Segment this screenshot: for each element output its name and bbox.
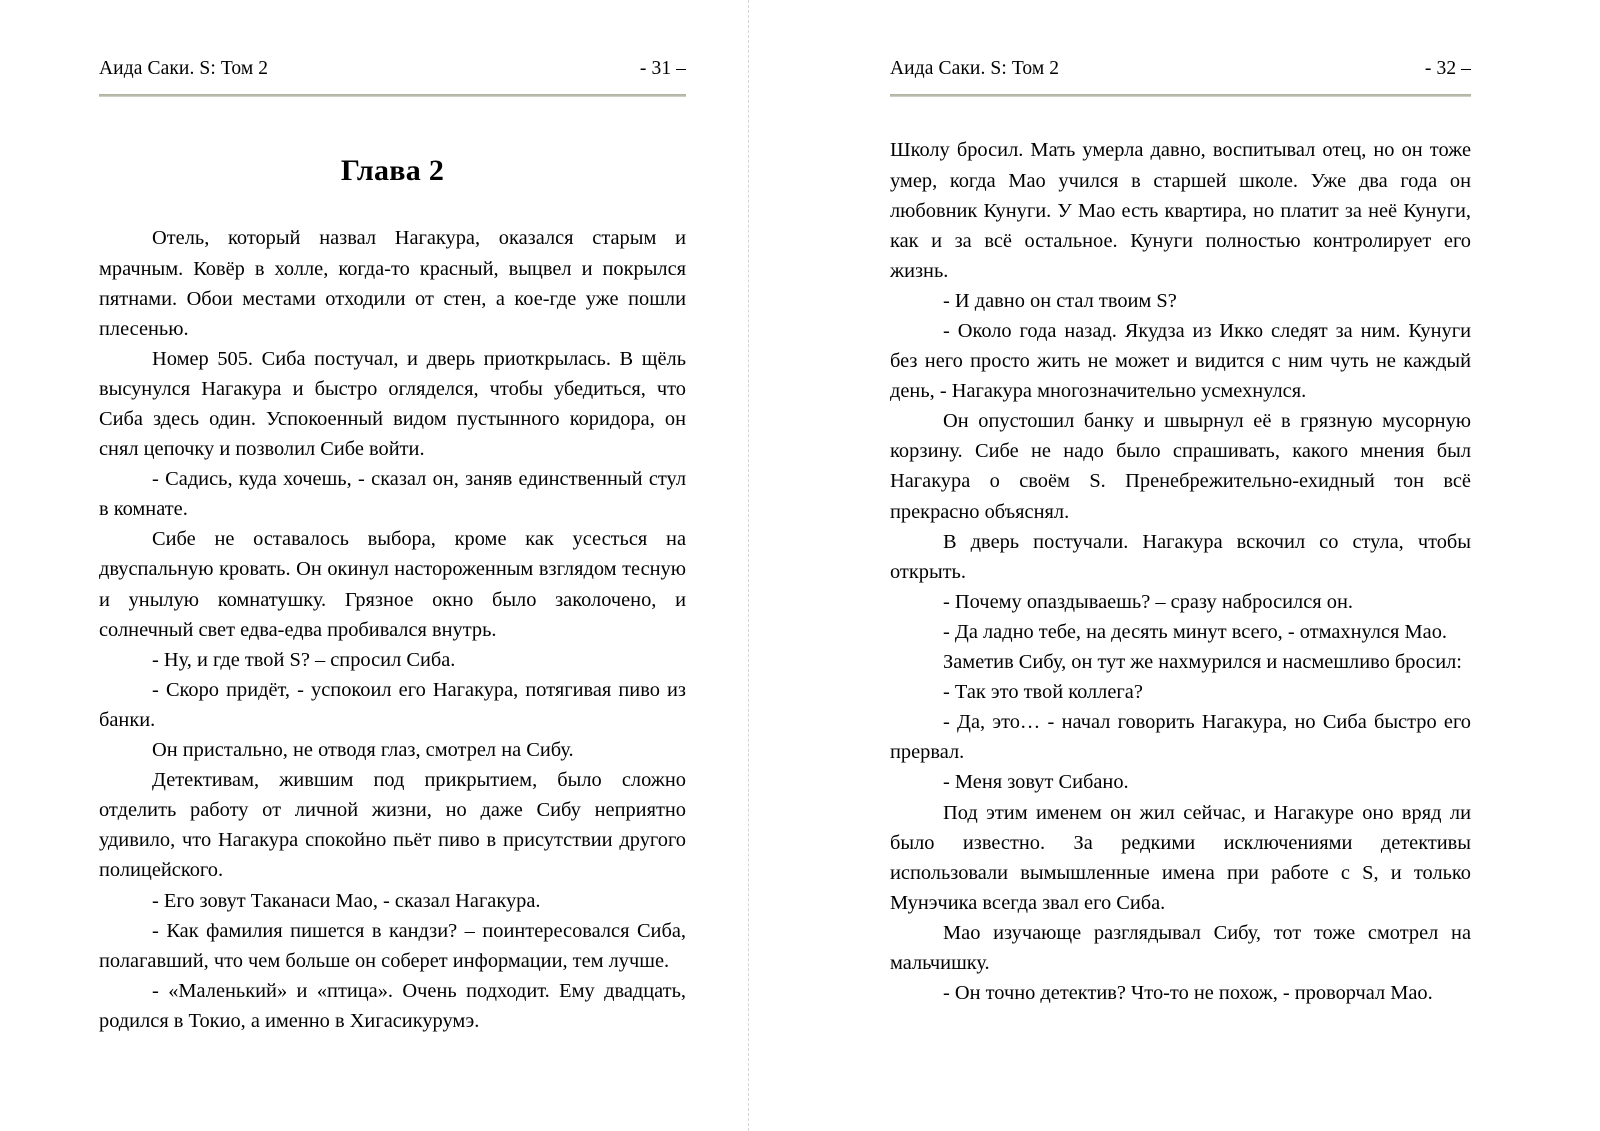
paragraph: - Так это твой коллега? xyxy=(943,681,1143,704)
chapter-title: Глава 2 xyxy=(340,154,445,188)
paragraph: В дверь постучали. Нагакура вскочил со стула, чтобы открыть. xyxy=(890,530,1471,583)
running-head-left xyxy=(99,58,686,79)
paragraph: Заметив Сибу, он тут же нахмурился и насмешливо бросил: xyxy=(943,651,1462,674)
running-head-right xyxy=(890,58,1471,79)
paragraph: Мао изучающе разглядывал Сибу, тот тоже смотрел на мальчишку. xyxy=(890,921,1471,974)
page-number: - 31 – xyxy=(639,58,686,79)
body-text-left xyxy=(99,223,686,1036)
paragraph: - Почему опаздываешь? – сразу набросился он. xyxy=(943,590,1353,613)
header-rule-right xyxy=(890,94,1471,97)
page-right xyxy=(800,0,1600,1131)
paragraph: Номер 505. Сиба постучал, и дверь приоткрылась. В щёль высунулся Нагакура и быстро огляделся, чтобы убедиться, что Сиба здесь один. Успокоенный видом пустынного коридора, он снял цепочку и позволил Сибе войти. xyxy=(99,347,686,461)
paragraph: - Да, это… - начал говорить Нагакура, но Сиба быстро его прервал. xyxy=(890,711,1471,764)
page-left-content xyxy=(99,58,686,1036)
paragraph: - И давно он стал твоим S? xyxy=(943,289,1177,312)
paragraph: - Садись, куда хочешь, - сказал он, заняв единственный стул в комнате. xyxy=(99,468,686,521)
paragraph: Он пристально, не отводя глаз, смотрел на Сибу. xyxy=(152,739,574,762)
paragraph: Он опустошил банку и швырнул её в грязную мусорную корзину. Сибе не надо было спрашивать, какого мнения был Нагакура о своём S. Пренебрежительно-ехидный тон всё прекрасно объяснял. xyxy=(890,410,1471,523)
paragraph: - «Маленький» и «птица». Очень подходит. Ему двадцать, родился в Токио, а именно в Хигасикурумэ. xyxy=(99,979,686,1032)
paragraph: Школу бросил. Мать умерла давно, воспитывал отец, но он тоже умер, когда Мао учился в старшей школе. Уже два года он любовник Кунуги. У Мао есть квартира, но платит за неё Кунуги, как и за всё остальное. Кунуги полностью контролирует его жизнь. xyxy=(890,139,1471,282)
paragraph: - Скоро придёт, - успокоил его Нагакура, потягивая пиво из банки. xyxy=(99,678,686,731)
running-head-title: Аида Саки. S: Том 2 xyxy=(890,58,1060,79)
page-number: - 32 – xyxy=(1424,58,1471,79)
paragraph: Под этим именем он жил сейчас, и Нагакуре оно вряд ли было известно. За редкими исключениями детективы использовали вымышленные имена при работе с S, и только Мунэчика всегда звал его Сиба. xyxy=(890,801,1471,914)
page-right-content xyxy=(890,58,1471,1008)
paragraph: - Его зовут Таканаси Мао, - сказал Нагакура. xyxy=(152,889,541,912)
paragraph: - Как фамилия пишется в кандзи? – поинтересовался Сиба, полагавший, что чем больше он соберет информации, тем лучше. xyxy=(99,919,686,972)
paragraph: - Меня зовут Сибано. xyxy=(943,771,1129,794)
paragraph: Отель, который назвал Нагакура, оказался старым и мрачным. Ковёр в холле, когда-то красный, выцвел и покрылся пятнами. Обои местами отходили от стен, а кое-где уже пошли плесенью. xyxy=(99,227,686,340)
paragraph: - Около года назад. Якудза из Икко следят за ним. Кунуги без него просто жить не может и видится с ним чуть не каждый день, - Нагакура многозначительно усмехнулся. xyxy=(890,320,1471,403)
running-head-title: Аида Саки. S: Том 2 xyxy=(99,58,269,79)
paragraph: - Да ладно тебе, на десять минут всего, - отмахнулся Мао. xyxy=(943,620,1447,643)
paragraph: Сибе не оставалось выбора, кроме как усесться на двуспальную кровать. Он окинул настороженным взглядом тесную и унылую комнатушку. Грязное окно было заколочено, и солнечный свет едва-едва пробивался внутрь. xyxy=(99,528,686,641)
paragraph: - Ну, и где твой S? – спросил Сиба. xyxy=(152,648,456,671)
body-text-right xyxy=(890,135,1471,1008)
paragraph: Детективам, жившим под прикрытием, было сложно отделить работу от личной жизни, но даже Сибу неприятно удивило, что Нагакура спокойно пьёт пиво в присутствии другого полицейского. xyxy=(99,769,686,882)
paragraph: - Он точно детектив? Что-то не похож, - проворчал Мао. xyxy=(943,982,1433,1005)
header-rule-left xyxy=(99,94,686,97)
